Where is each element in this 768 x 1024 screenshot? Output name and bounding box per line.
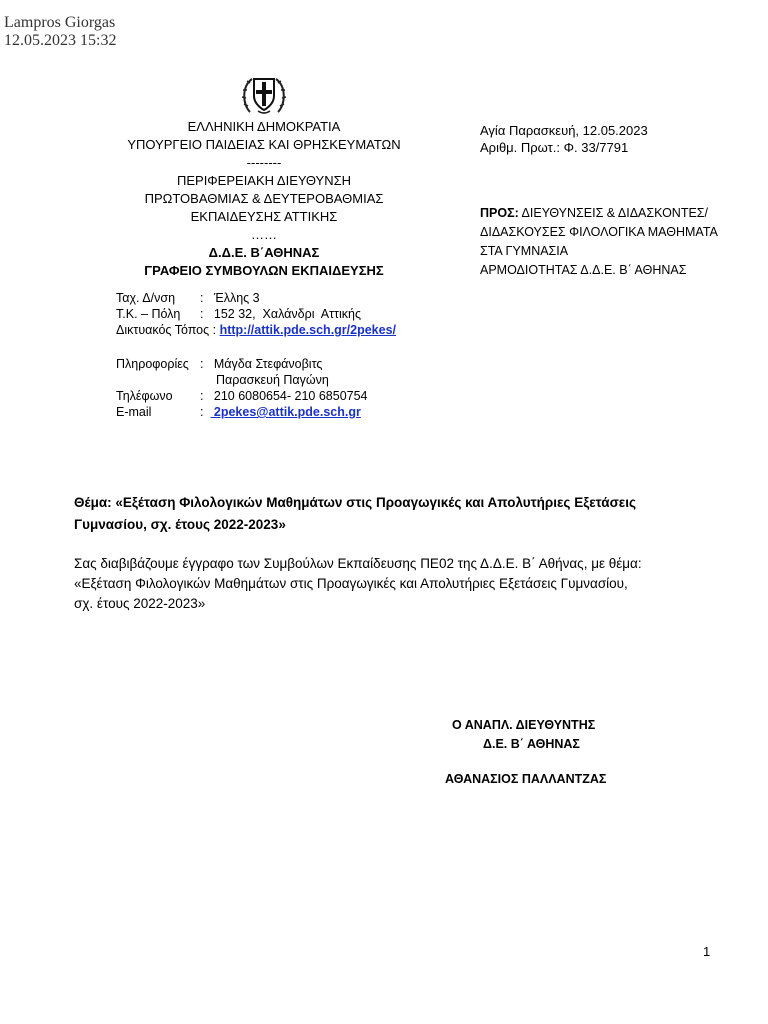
- signature-stamp: [4, 14, 116, 50]
- body-line-3: σχ. έτους 2022-2023»: [74, 596, 206, 611]
- body-text: [74, 554, 714, 614]
- signatory-title: Ο ΑΝΑΠΛ. ΔΙΕΥΘΥΝΤΗΣ: [452, 718, 596, 732]
- postal-row: [116, 306, 396, 322]
- recipients-label: ΠΡΟΣ:: [480, 206, 519, 220]
- directorate-line-1: ΠΕΡΙΦΕΡΕΙΑΚΗ ΔΙΕΥΘΥΝΣΗ: [176, 173, 352, 188]
- office-title: ΓΡΑΦΕΙΟ ΣΥΜΒΟΥΛΩΝ ΕΚΠΑΙΔΕΥΣΗΣ: [144, 263, 384, 278]
- letterhead: [100, 118, 428, 280]
- dde-title: Δ.Δ.Ε. Β΄ΑΘΗΝΑΣ: [208, 245, 320, 260]
- body-line-2: «Εξέταση Φιλολογικών Μαθημάτων στις Προαγωγικές και Απολυτήριες Εξετάσεις Γυμνασίου,: [74, 576, 628, 591]
- directorate-line-2: ΠΡΩΤΟΒΑΘΜΙΑΣ & ΔΕΥΤΕΡΟΒΑΘΜΙΑΣ: [144, 191, 384, 206]
- recipients-block: [480, 204, 718, 280]
- ministry-title: ΥΠΟΥΡΓΕΙΟ ΠΑΙΔΕΙΑΣ ΚΑΙ ΘΡΗΣΚΕΥΜΑΤΩΝ: [127, 137, 401, 152]
- signer-name: Lampros Giorgas: [4, 14, 116, 31]
- info-value-2: Παρασκευή Παγώνη: [216, 373, 329, 387]
- info-row-2: [116, 372, 368, 388]
- email-link[interactable]: 2pekes@attik.pde.sch.gr: [210, 405, 361, 419]
- recipients-line-4: ΑΡΜΟΔΙΟΤΗΤΑΣ Δ.Δ.Ε. Β΄ ΑΘΗΝΑΣ: [480, 263, 687, 277]
- address-row: [116, 290, 396, 306]
- address-label: Ταχ. Δ/νση: [116, 291, 176, 305]
- postal-label: Τ.Κ. – Πόλη: [116, 307, 181, 321]
- info-block: [116, 356, 368, 420]
- recipients-line-1: ΔΙΕΥΘΥΝΣΕΙΣ & ΔΙΔΑΣΚΟΝΤΕΣ/: [518, 206, 708, 220]
- page-number: 1: [703, 944, 711, 959]
- signature-datetime: 12.05.2023 15:32: [4, 32, 117, 49]
- website-row: [116, 322, 396, 338]
- recipients-line-2: ΔΙΔΑΣΚΟΥΣΕΣ ΦΙΛΟΛΟΓΙΚΑ ΜΑΘΗΜΑΤΑ: [480, 225, 718, 239]
- email-label: E-mail: [116, 405, 152, 419]
- phone-label: Τηλέφωνο: [116, 389, 173, 403]
- signatory-unit: Δ.Ε. Β΄ ΑΘΗΝΑΣ: [483, 737, 580, 751]
- website-link[interactable]: http://attik.pde.sch.gr/2pekes/: [219, 323, 397, 337]
- website-label: Δικτυακός Τόπος :: [116, 323, 220, 337]
- document-meta: [480, 122, 648, 156]
- directorate-line-3: ΕΚΠΑΙΔΕΥΣΗΣ ΑΤΤΙΚΗΣ: [190, 209, 338, 224]
- subject-line-2: Γυμνασίου, σχ. έτους 2022-2023»: [74, 517, 286, 532]
- info-row: [116, 356, 368, 372]
- recipients-line-3: ΣΤΑ ΓΥΜΝΑΣΙΑ: [480, 244, 569, 258]
- signatory-name: ΑΘΑΝΑΣΙΟΣ ΠΑΛΛΑΝΤΖΑΣ: [445, 772, 607, 786]
- email-row: [116, 404, 368, 420]
- info-value-1: : Μάγδα Στεφάνοβιτς: [200, 357, 323, 371]
- protocol-number: Αριθμ. Πρωτ.: Φ. 33/7791: [480, 140, 629, 155]
- email-separator: :: [200, 405, 211, 419]
- body-line-1: Σας διαβιβάζουμε έγγραφο των Συμβούλων Εκπαίδευσης ΠΕ02 της Δ.Δ.Ε. Β΄ Αθήνας, με θέμα:: [74, 556, 642, 571]
- contact-block: [116, 290, 396, 338]
- subject-line-1: Θέμα: «Εξέταση Φιλολογικών Μαθημάτων στις Προαγωγικές και Απολυτήριες Εξετάσεις: [74, 495, 636, 510]
- separator-dots: ……: [251, 227, 277, 242]
- postal-value: : 152 32, Χαλάνδρι Αττικής: [200, 307, 361, 321]
- republic-title: ΕΛΛΗΝΙΚΗ ΔΗΜΟΚΡΑΤΙΑ: [187, 119, 341, 134]
- address-value: : Έλλης 3: [200, 291, 260, 305]
- subject-block: [74, 492, 704, 536]
- phone-value: : 210 6080654- 210 6850754: [200, 389, 368, 403]
- info-label: Πληροφορίες: [116, 357, 189, 371]
- separator-line: --------: [246, 155, 282, 170]
- greek-coat-of-arms-icon: [240, 74, 288, 116]
- place-date: Αγία Παρασκευή, 12.05.2023: [480, 123, 648, 138]
- phone-row: [116, 388, 368, 404]
